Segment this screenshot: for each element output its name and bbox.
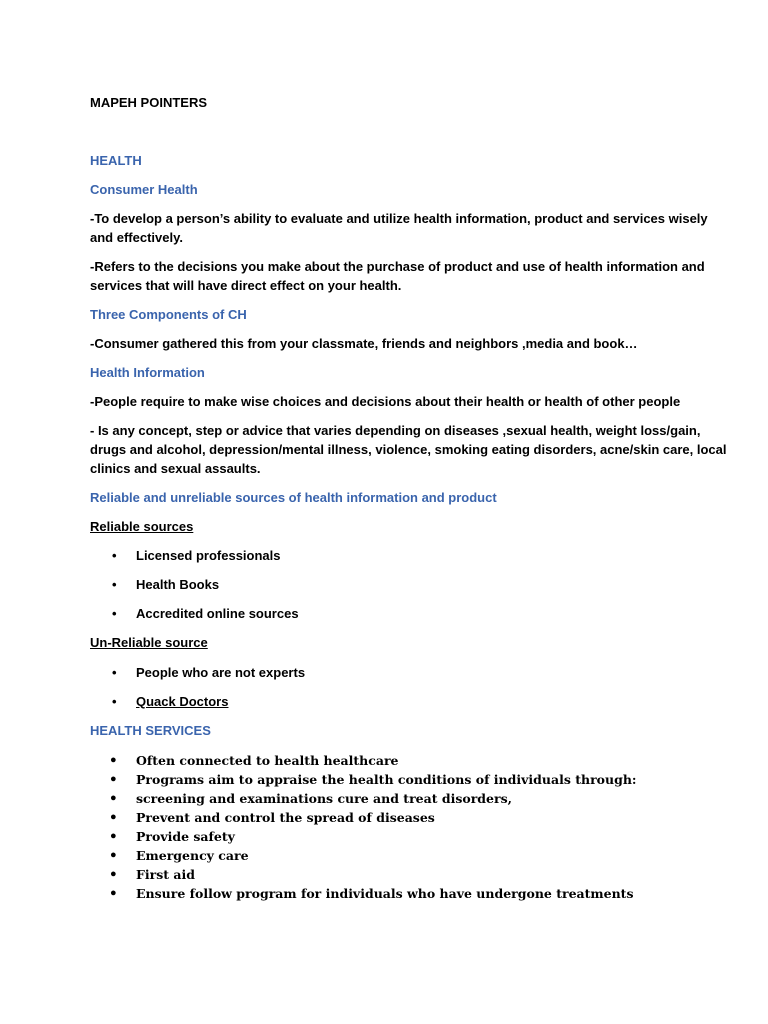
three-components-text: -Consumer gathered this from your classmate, friends and neighbors ,media and book… xyxy=(90,336,638,351)
health-service-item: First aid xyxy=(136,867,195,882)
unreliable-source-item: People who are not experts xyxy=(136,665,306,680)
unreliable-source-item: Quack Doctors xyxy=(136,694,229,709)
health-service-item: Prevent and control the spread of diseases xyxy=(136,810,435,825)
bullet-icon: • xyxy=(112,606,117,621)
bullet-icon: ● xyxy=(110,830,117,842)
consumer-health-paragraph-1-line-2: and effectively. xyxy=(90,230,183,245)
three-components-heading: Three Components of CH xyxy=(90,307,247,322)
reliable-source-item: Accredited online sources xyxy=(136,606,299,621)
bullet-icon: ● xyxy=(110,792,117,804)
health-service-item: Ensure follow program for individuals who have undergone treatments xyxy=(136,886,634,901)
page-title: MAPEH POINTERS xyxy=(90,95,208,110)
reliable-source-item: Licensed professionals xyxy=(136,548,281,563)
reliable-source-item: Health Books xyxy=(136,577,220,592)
reliable-sources-label: Reliable sources xyxy=(90,519,194,534)
health-service-item: Programs aim to appraise the health conditions of individuals through: xyxy=(136,772,637,787)
bullet-icon: • xyxy=(112,548,117,563)
consumer-health-paragraph-2-line-1: -Refers to the decisions you make about the purchase of product and use of health information and xyxy=(90,259,705,274)
health-service-item: Emergency care xyxy=(136,848,249,863)
bullet-icon: ● xyxy=(110,811,117,823)
health-service-item: screening and examinations cure and treat disorders, xyxy=(136,791,512,806)
bullet-icon: • xyxy=(112,665,117,680)
health-heading: HEALTH xyxy=(90,153,142,168)
health-information-paragraph-1: -People require to make wise choices and decisions about their health or health of other people xyxy=(90,394,681,409)
bullet-icon: ● xyxy=(110,849,117,861)
consumer-health-paragraph-1-line-1: -To develop a person’s ability to evaluate and utilize health information, product and services wisely xyxy=(90,211,708,226)
health-information-paragraph-2-line-2: drugs and alcohol, depression/mental illness, violence, smoking eating disorders, acne/skin care, local xyxy=(90,442,727,457)
health-service-item: Provide safety xyxy=(136,829,235,844)
bullet-icon: • xyxy=(112,694,117,709)
health-information-paragraph-2-line-1: - Is any concept, step or advice that varies depending on diseases ,sexual health, weight loss/gain, xyxy=(90,423,701,438)
health-services-heading: HEALTH SERVICES xyxy=(90,723,211,738)
sources-heading: Reliable and unreliable sources of health information and product xyxy=(90,490,497,505)
consumer-health-heading: Consumer Health xyxy=(90,182,198,197)
bullet-icon: ● xyxy=(110,773,117,785)
consumer-health-paragraph-2-line-2: services that will have direct effect on your health. xyxy=(90,278,402,293)
health-information-heading: Health Information xyxy=(90,365,205,380)
bullet-icon: ● xyxy=(110,754,117,766)
unreliable-source-label: Un-Reliable source xyxy=(90,635,208,650)
bullet-icon: • xyxy=(112,577,117,592)
bullet-icon: ● xyxy=(110,887,117,899)
health-information-paragraph-2-line-3: clinics and sexual assaults. xyxy=(90,461,261,476)
health-service-item: Often connected to health healthcare xyxy=(136,753,399,768)
bullet-icon: ● xyxy=(110,868,117,880)
